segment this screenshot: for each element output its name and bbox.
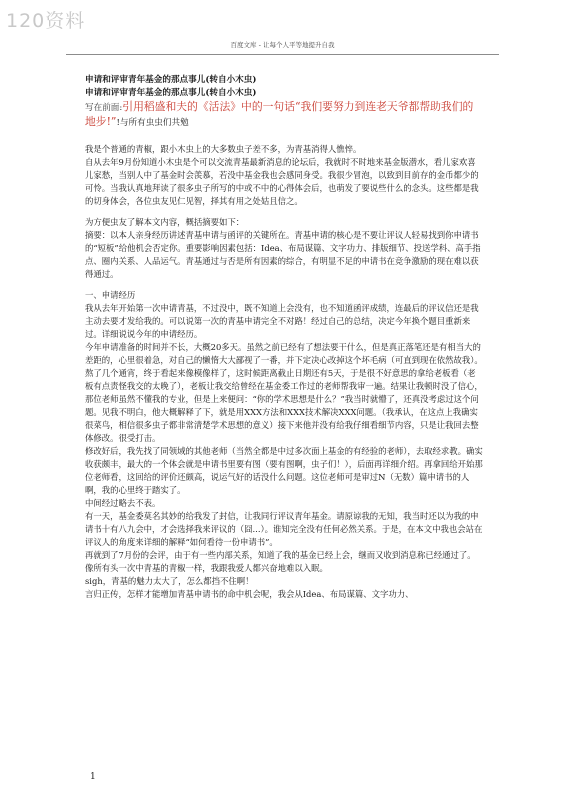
document-title: 申请和评审青年基金的那点事儿(转自小木虫) [85, 75, 257, 85]
body-paragraph: 再就到了7月份的会评，由于有一些内部关系，知道了我的基金已经上会，继而又收到消息称已经通过了。像所有头一次中青基的青椒一样，我跟我爱人都兴奋地难以入眠。 [85, 550, 476, 573]
body-paragraph: 有一天，基金委莫名其妙的给我发了封信，让我同行评议青年基金。请原谅我的无知，我当时还以为我的申请书十有八九会中，才会选择我来评议的（囧...）。谁知完全没有任何必然关系。于是，在本文中我也会站在评议人的角度来详细的解释“如何看待一份申请书”。 [85, 511, 483, 547]
document-title-repeat: 申请和评审青年基金的那点事儿(转自小木虫) [85, 88, 257, 98]
preface-tail: !与所有虫虫们共勉 [116, 118, 189, 128]
intro-paragraph: 我是个普通的青椒，跟小木虫上的大多数虫子差不多，为青基消得人憔悴。 [85, 144, 362, 154]
body-paragraph: 言归正传，怎样才能增加青基申请书的命中机会呢，我会从Idea、布局谋篇、文字功力、 [85, 589, 414, 599]
watermark-logo: 120资料 [6, 10, 86, 32]
preface-quote: 引用稻盛和夫的《活法》中的一句话“我们要努力到连老天爷都帮助我们的地步!” [85, 100, 474, 128]
page-header: 百度文库 - 让每个人平等地提升自我 [230, 41, 335, 49]
body-paragraph: 今年申请准备的时间并不长，大概20多天。虽然之前已经有了想法要干什么，但是真正落笔还是有相当大的差距的，心里很着急，对自己的懒惰大大鄙视了一番，并下定决心改掉这个坏毛病（可直到现在依然故我）。熬了几个通宵，终于看起来像模像样了，这时候距离截止日期还有5天，于是很不好意思的拿给老板看（老板有点责怪我交的太晚了），老板让我交给曾经在基金委工作过的老师帮我审一遍。结果让我顿时没了信心，那位老师虽然不懂我的专业，但是上来便问：“你的学术思想是什么？”我当时就懵了，还真没考虑过这个问题。见我不明白，他大概解释了下，就是用XXX方法和XXX技术解决XXX问题。（我承认，在这点上我确实很菜鸟，相信很多虫子都非常清楚学术思想的意义）接下来他并没有给我仔细看细节内容，只是让我回去整体修改。很受打击。 [85, 342, 483, 443]
intro-paragraph: 自从去年9月份知道小木虫是个可以交流青基最新消息的论坛后，我就时不时地来基金版潜水，看儿家欢喜儿家愁，当别人中了基金时会羡慕，若没中基金我也会感同身受。我很少冒泡，以致到目前存的金币都少的可怜。当我认真地拜读了很多虫子所写的中或不中的心得体会后，也萌发了要说些什么的念头。这些都是我的切身体会，各位虫友见仁见智，择其有用之处姑且信之。 [85, 157, 479, 206]
preface-label: 写在前面: [85, 103, 123, 113]
summary-abstract: 摘要：以本人亲身经历讲述青基申请与函评的关键所在。青基申请的核心是不要让评议人轻易找到你申请书的“短板”给他机会否定你。重要影响因素包括：Idea、布局谋篇、文字功力、排版细节、投送学科、高手指点、圈内关系、人品运气。青基通过与否是所有因素的综合，有明显不足的申请书在竞争激励的现在难以获得通过。 [85, 230, 481, 279]
section-heading: 一、申请经历 [85, 290, 136, 300]
body-paragraph: 我从去年开始第一次申请青基，不过没中，既不知道上会没有，也不知道函评成绩，连最后的评议信还是我主动去要才发给我的。可以说第一次的青基申请完全不对路！经过自己的总结，决定今年换个题目重新来过。详细说说今年的申请经历。 [85, 303, 479, 339]
body-paragraph: 中间经过略去不表。 [85, 498, 161, 508]
page-number: 1 [90, 772, 96, 782]
document-body [85, 74, 483, 601]
preface [85, 100, 483, 130]
summary-lead: 为方便虫友了解本文内容，概括摘要如下： [85, 217, 245, 227]
header-divider [66, 54, 499, 55]
body-paragraph: sigh，青基的魅力太大了，怎么都挡不住啊！ [85, 576, 254, 586]
body-paragraph: 修改好后，我先找了同领域的其他老师（当然全都是中过多次面上基金的有经验的老师），去取经求教。确实收获颇丰，最大的一个体会就是申请书里要有图（要有图啊，虫子们！），后面再详细介绍。再拿回给开始那位老师看，这回给的评价还颇高，说运气好的话没什么问题。这位老师可是审过N（无数）篇申请书的人啊，我的心里终于踏实了。 [85, 446, 483, 495]
